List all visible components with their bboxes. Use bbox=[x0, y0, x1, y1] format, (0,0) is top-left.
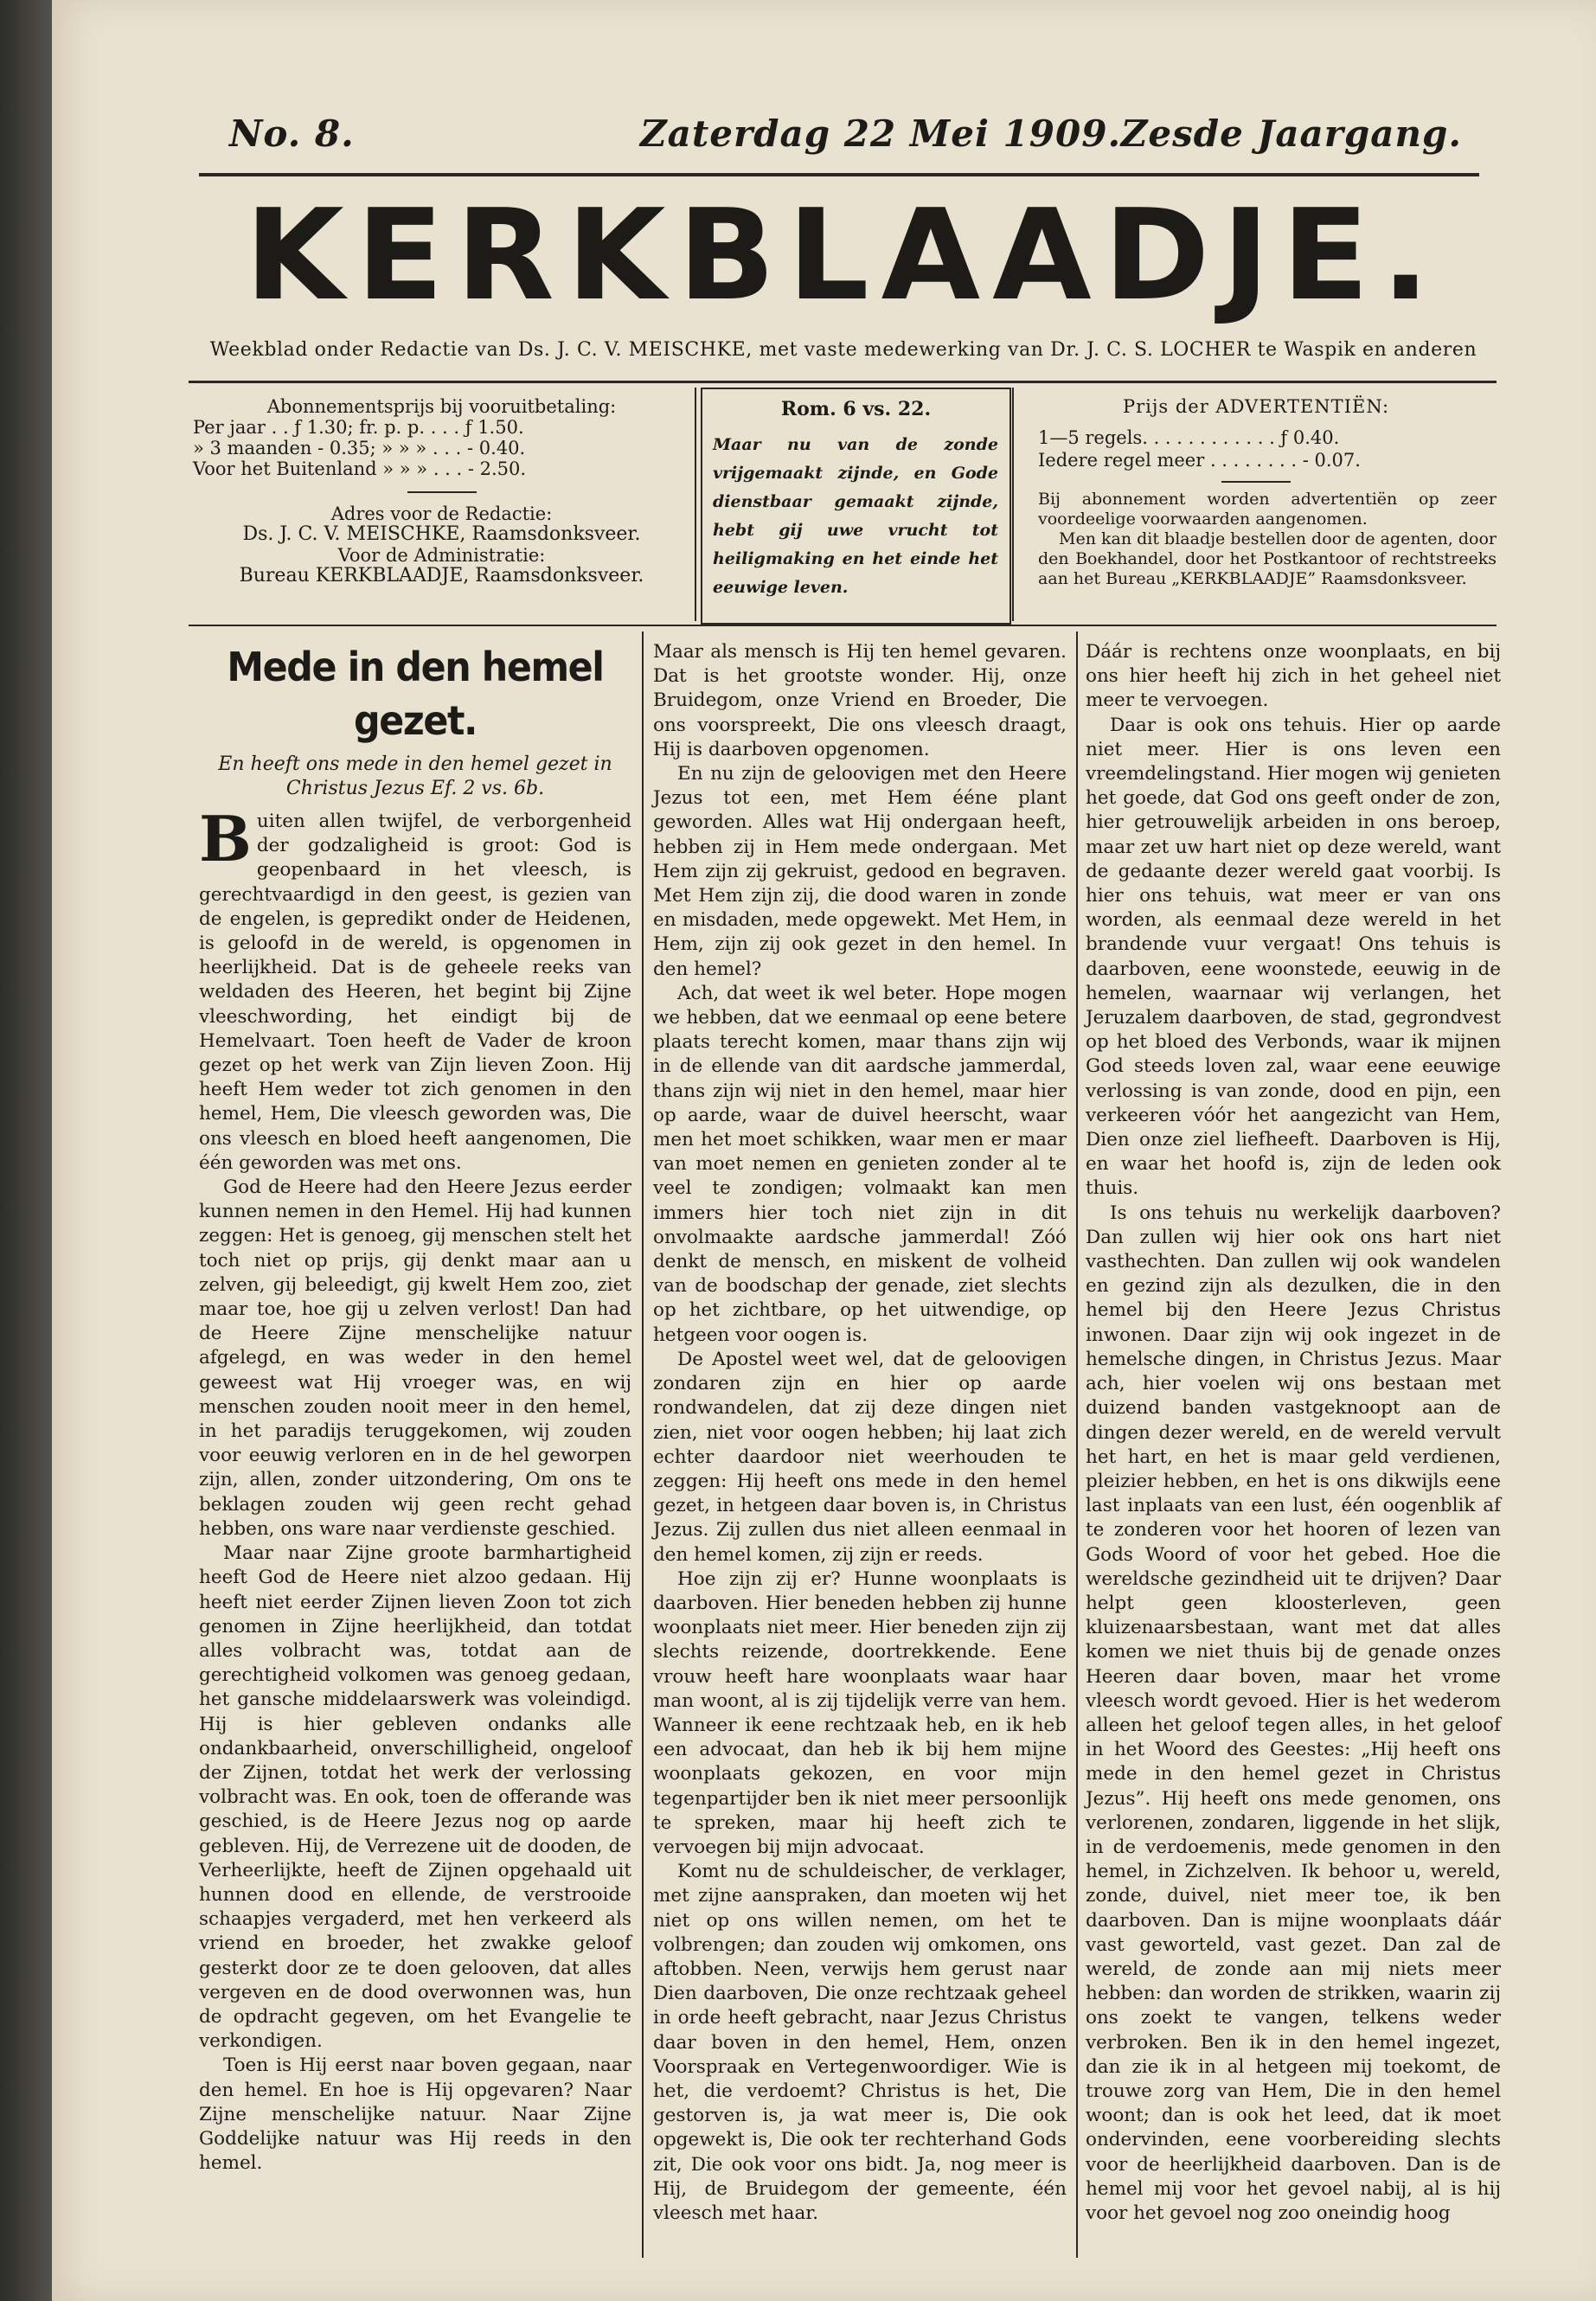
article-paragraph: Daar is ook ons tehuis. Hier op aarde niet meer. Hier is ons leven een vreemdelingstand. Hier mogen wij genieten het goede, dat God ons geeft onder de zon, hier getrouwelijk arbeiden in ons beroep, maar zet uw hart niet op deze wereld, want de gedaante dezer wereld gaat voorbij. Is hier ons tehuis, wat meer er van ons worden, als eenmaal deze wereld in het brandende vuur vergaat! Ons tehuis is daarboven, eene woonstede, eeuwig in de hemelen, waarnaar wij verlangen, het Jeruzalem daarboven, de stad, gegrondvest op het bloed des Verbonds, waar ik mijnen God steeds loven zal, waar eene eeuwige verlossing is van zonde, dood en pijn, een verkeeren vóór het aangezicht van Hem, Dien onze ziel liefheeft. Daarboven is Hij, en waar het hoofd is, zijn de leden ook thuis. bbox=[1086, 714, 1501, 1200]
header-boxes-bottom-rule bbox=[189, 625, 1497, 626]
article-paragraph: Is ons tehuis nu werkelijk daarboven? Dan zullen wij hier ook ons hart niet vasthechten. Dan zullen wij ook wandelen en gezind zijn als dezulken, die in den hemel bij den Heere Jezus Christus inwonen. Daar zijn wij ook ingezet in de hemelsche dingen, in Christus Jezus. Maar ach, hier voelen wij ons bestaan met duizend banden vastgeknoopt aan de dingen dezer wereld, en de wereld vervult het hart, en het is maar geld verdienen, pleizier hebben, en het is ons dikwijls eene last inplaats van een lust, één oogenblik af te zonderen voor het hooren of lezen van Gods Woord of voor het gebed. Hoe die wereldsche gezindheid uit te drijven? Daar helpt geen kloosterleven, geen kluizenaarsbestaan, want met dat alles komen we niet thuis bij de genade onzes Heeren daar boven, maar het vrome vleesch wordt gevoed. Hier is het wederom alleen het geloof tegen alles, in het geloof in het Woord des Geestes: „Hij heeft ons mede in den hemel gezet in Christus Jezus”. Hij heeft ons mede genomen, ons verlorenen, zondaren, liggende in het slijk, in de verdoemenis, mede genomen in den hemel, in Zichzelven. Ik behoor u, wereld, zonde, duivel, niet meer toe, ik ben daarboven. Dan is mijne woonplaats dáár vast geworteld, vast gezet. Dan zal de wereld, de zonde aan mij niets meer hebben: dan worden de strikken, waarin zij ons zoekt te vangen, telkens weder verbroken. Ben ik in den hemel ingezet, dan zie ik in al hetgeen mij toekomt, de trouwe zorg van Hem, Die in den hemel woont; dan is ook het leed, dat ik moet ondervinden, eene voorbereiding slechts voor de heerlijkheid daarboven. Dan is de hemel mij voor het gevoel nabij, al is hij voor het gevoel nog zoo oneindig hoog bbox=[1086, 1202, 1501, 2224]
verse-box bbox=[701, 388, 1011, 625]
admin-heading: Voor de Administratie: bbox=[337, 545, 546, 566]
article-title: Mede in den hemel gezet. bbox=[227, 644, 604, 744]
volume-year: Zesde Jaargang. bbox=[1120, 112, 1462, 155]
verse-text: Maar nu van de zonde vrijgemaakt zijnde, en Gode dienstbaar gemaakt zijnde, hebt gij uwe vrucht tot heiligmaking en het einde het eeuwige leven. bbox=[713, 435, 998, 597]
masthead-info-line bbox=[199, 112, 1479, 173]
issue-date: Zaterdag 22 Mei 1909. bbox=[640, 112, 1122, 155]
article-column-2 bbox=[653, 640, 1067, 2226]
advertising-note: Bij abonnement worden advertentiën op zeer voordeelige voorwaarden aangenomen. bbox=[1038, 490, 1497, 529]
article-paragraph: Hoe zijn zij er? Hunne woonplaats is daarboven. Hier beneden hebben zij hunne woonplaats niet meer. Hier beneden zijn zij slechts reizende, doortrekkende. Eene vrouw heeft hare woonplaats waar haar man woont, al is zij tijdelijk verre van hem. Wanneer ik eene rechtzaak heb, en ik heb een advocaat, dan heb ik bij hem mijne woonplaats gekozen, en voor mijn tegenpartijder ben ik niet meer persoonlijk te spreken, maar hij heeft zich te vervoegen bij mijn advocaat. bbox=[653, 1567, 1067, 1858]
subscription-row: » 3 maanden - 0.35; » » » . . . - 0.40. bbox=[193, 438, 526, 458]
masthead-bottom-rule bbox=[189, 381, 1497, 383]
column-rule bbox=[642, 631, 644, 2258]
advertising-box bbox=[1012, 388, 1498, 621]
article-paragraph: Komt nu de schuldeischer, de verklager, met zijne aanspraken, dan moeten wij het niet op ons willen nemen, om het te volbrengen; dan zouden wij omkomen, ons aftobben. Neen, verwijs hem gerust naar Dien daarboven, Die onze rechtzaak geheel in orde heeft gebracht, naar Jezus Christus daar boven in den hemel, Hem, onzen Voorspraak en Vertegenwoordiger. Wie is het, die verdoemt? Christus is het, Die gestorven is, ja wat meer is, Die ook opgewekt is, Die ook ter rechterhand Gods zit, Die ook voor ons bidt. Ja, nog meer is Hij, de Bruidegom der gemeente, één vleesch met haar. bbox=[653, 1861, 1067, 2224]
editor-address: Ds. J. C. V. MEISCHKE, Raamsdonksveer. bbox=[242, 523, 641, 545]
subscription-box bbox=[189, 388, 696, 621]
verse-reference: Rom. 6 vs. 22. bbox=[780, 398, 932, 420]
divider bbox=[1221, 481, 1291, 483]
advertising-note: Men kan dit blaadje bestellen door de agenten, door den Boekhandel, door het Postkantoor of rechtstreeks aan het Bureau „KERKBLAADJE” Raamsdonksveer. bbox=[1038, 529, 1497, 588]
article-paragraph: Ach, dat weet ik wel beter. Hope mogen we hebben, dat we eenmaal op eene betere plaats terecht komen, maar thans zijn wij in de ellende van dit aardsche jammerdal, thans zijn wij niet in den hemel, maar hier op aarde, waar de duivel heerscht, waar men het moet schikken, waar men er maar van moet nemen en genieten zonder al te veel te zondigen; volmaakt kan men immers hier toch niet zijn in dit onvolmaakte aardsche jammerdal! Zóó denkt de mensch, en miskent de volheid van de boodschap der genade, ziet slechts op het zichtbare, op het uitwendige, op hetgeen voor oogen is. bbox=[653, 982, 1067, 1346]
article-lede: En heeft ons mede in den hemel gezet in Christus Jezus Ef. 2 vs. 6b. bbox=[218, 753, 612, 799]
newspaper-title: KERKBLAADJE. bbox=[245, 182, 1442, 329]
article-column-3 bbox=[1086, 640, 1501, 2226]
advertising-row: Iedere regel meer . . . . . . . . - 0.07. bbox=[1038, 450, 1361, 471]
subscription-row: Per jaar . . ƒ 1.30; fr. p. p. . . . ƒ 1.50. bbox=[193, 417, 524, 438]
subscription-row: Voor het Buitenland » » » . . . - 2.50. bbox=[193, 458, 527, 479]
advertising-row: 1—5 regels. . . . . . . . . . . . ƒ 0.40. bbox=[1038, 427, 1340, 448]
article-paragraph: Dáár is rechtens onze woonplaats, en bij ons hier heeft hij zich in het geheel niet meer te vervoegen. bbox=[1086, 641, 1501, 712]
subscription-heading: Abonnementsprijs bij vooruitbetaling: bbox=[266, 396, 617, 417]
book-spine bbox=[0, 0, 52, 2301]
drop-cap: B bbox=[199, 802, 252, 875]
article-paragraph: God de Heere had den Heere Jezus eerder kunnen nemen in den Hemel. Hij had kunnen zeggen: Het is genoeg, gij menschen stelt het toch niet op prijs, gij denkt maar aan u zelven, gij beleedigt, gij kwelt Hem zoo, ziet maar toe, hoe gij u zelven verlost! Dan had de Heere Zijne menschelijke natuur afgelegd, en was weder in den hemel geweest wat Hij vroeger was, en wij menschen zouden nooit meer in den hemel, in het paradijs teruggekomen, wij zouden voor eeuwig verloren en in de hel geworpen zijn, allen, zonder uitzondering, Om ons te beklagen zouden wij geen recht gehad hebben, ons ware naar verdienste geschied. bbox=[199, 1176, 631, 1540]
advertising-heading: Prijs der ADVERTENTIËN: bbox=[1122, 396, 1390, 417]
article-paragraph: Maar als mensch is Hij ten hemel gevaren. Dat is het grootste wonder. Hij, onze Bruidegom, onze Vriend en Broeder, Die ons voorspreekt, Die ons vleesch draagt, Hij is daarboven opgenomen. bbox=[653, 641, 1067, 760]
editor-heading: Adres voor de Redactie: bbox=[330, 503, 553, 524]
admin-address: Bureau KERKBLAADJE, Raamsdonksveer. bbox=[239, 565, 644, 586]
newspaper-subtitle: Weekblad onder Redactie van Ds. J. C. V. MEISCHKE, met vaste medewerking van Dr. J. C. S. LOCHER te Waspik en anderen bbox=[209, 339, 1477, 361]
article-paragraph: Toen is Hij eerst naar boven gegaan, naar den hemel. En hoe is Hij opgevaren? Naar Zijne menschelijke natuur. Naar Zijne Goddelijke natuur was Hij reeds in den hemel. bbox=[199, 2054, 631, 2175]
column-rule bbox=[1076, 631, 1078, 2258]
article-column-1 bbox=[199, 640, 631, 2176]
article-paragraph: Maar naar Zijne groote barmhartigheid heeft God de Heere niet alzoo gedaan. Hij heeft niet eerder Zijnen lieven Zoon tot zich genomen in Zijne heerlijkheid, dan totdat alles volbracht was, totdat aan de gerechtigheid volkomen was genoeg gedaan, het gansche middelaarswerk was voleindigd. Hij is hier gebleven ondanks alle ondankbaarheid, onverschilligheid, ongeloof der Zijnen, totdat het werk der verlossing volbracht was. En ook, toen de offerande was geschied, is de Heere Jezus nog op aarde gebleven. Hij, de Verrezene uit de dooden, de Verheerlijkte, heeft de Zijnen opgehaald uit hunnen dood en ellende, de verstrooide schaapjes vergaderd, met hen verkeerd als vriend en broeder, het zwakke geloof gesterkt door ze te doen gelooven, dat alles vergeven en de dood overwonnen was, hun de opdracht gegeven, om het Evangelie te verkondigen. bbox=[199, 1542, 631, 2053]
divider bbox=[407, 491, 477, 493]
article-paragraph: En nu zijn de geloovigen met den Heere Jezus tot een, met Hem ééne plant geworden. Alles wat Hij ondergaan heeft, hebben zij in Hem mede ondergaan. Met Hem zijn zij gekruist, gedood en begraven. Met Hem zijn zij, die dood waren in zonde en misdaden, mede opgewekt. Met Hem, in Hem, zijn zij ook gezet in den hemel. In den hemel? bbox=[653, 763, 1067, 980]
issue-number: No. 8. bbox=[229, 112, 355, 155]
newspaper-page bbox=[52, 0, 1596, 2301]
article-paragraph: uiten allen twijfel, de verborgenheid der godzaligheid is groot: God is geopenbaard in het vleesch, is gerechtvaardigd in den geest, is gezien van de engelen, is gepredikt onder de Heidenen, is geloofd in de wereld, is opgenomen in heerlijkheid. Dat is de geheele reeks van weldaden des Heeren, het begint bij Zijne vleeschwording, het eindigt bij de Hemelvaart. Toen heeft de Vader de kroon gezet op het werk van Zijn lieven Zoon. Hij heeft Hem weder tot zich genomen in den hemel, Hem, Die vleesch geworden was, Die ons vleesch en bloed heeft aangenomen, Die één geworden was met ons. bbox=[199, 811, 631, 1174]
article-paragraph: De Apostel weet wel, dat de geloovigen zondaren zijn en hier op aarde rondwandelen, dat zij deze dingen niet zien, niet voor oogen hebben; hij laat zich echter daardoor niet weerhouden te zeggen: Hij heeft ons mede in den hemel gezet, in hetgeen daar boven is, in Christus Jezus. Zij zullen dus niet alleen eenmaal in den hemel komen, zij zijn er reeds. bbox=[653, 1348, 1067, 1566]
masthead-top-rule bbox=[199, 173, 1479, 176]
